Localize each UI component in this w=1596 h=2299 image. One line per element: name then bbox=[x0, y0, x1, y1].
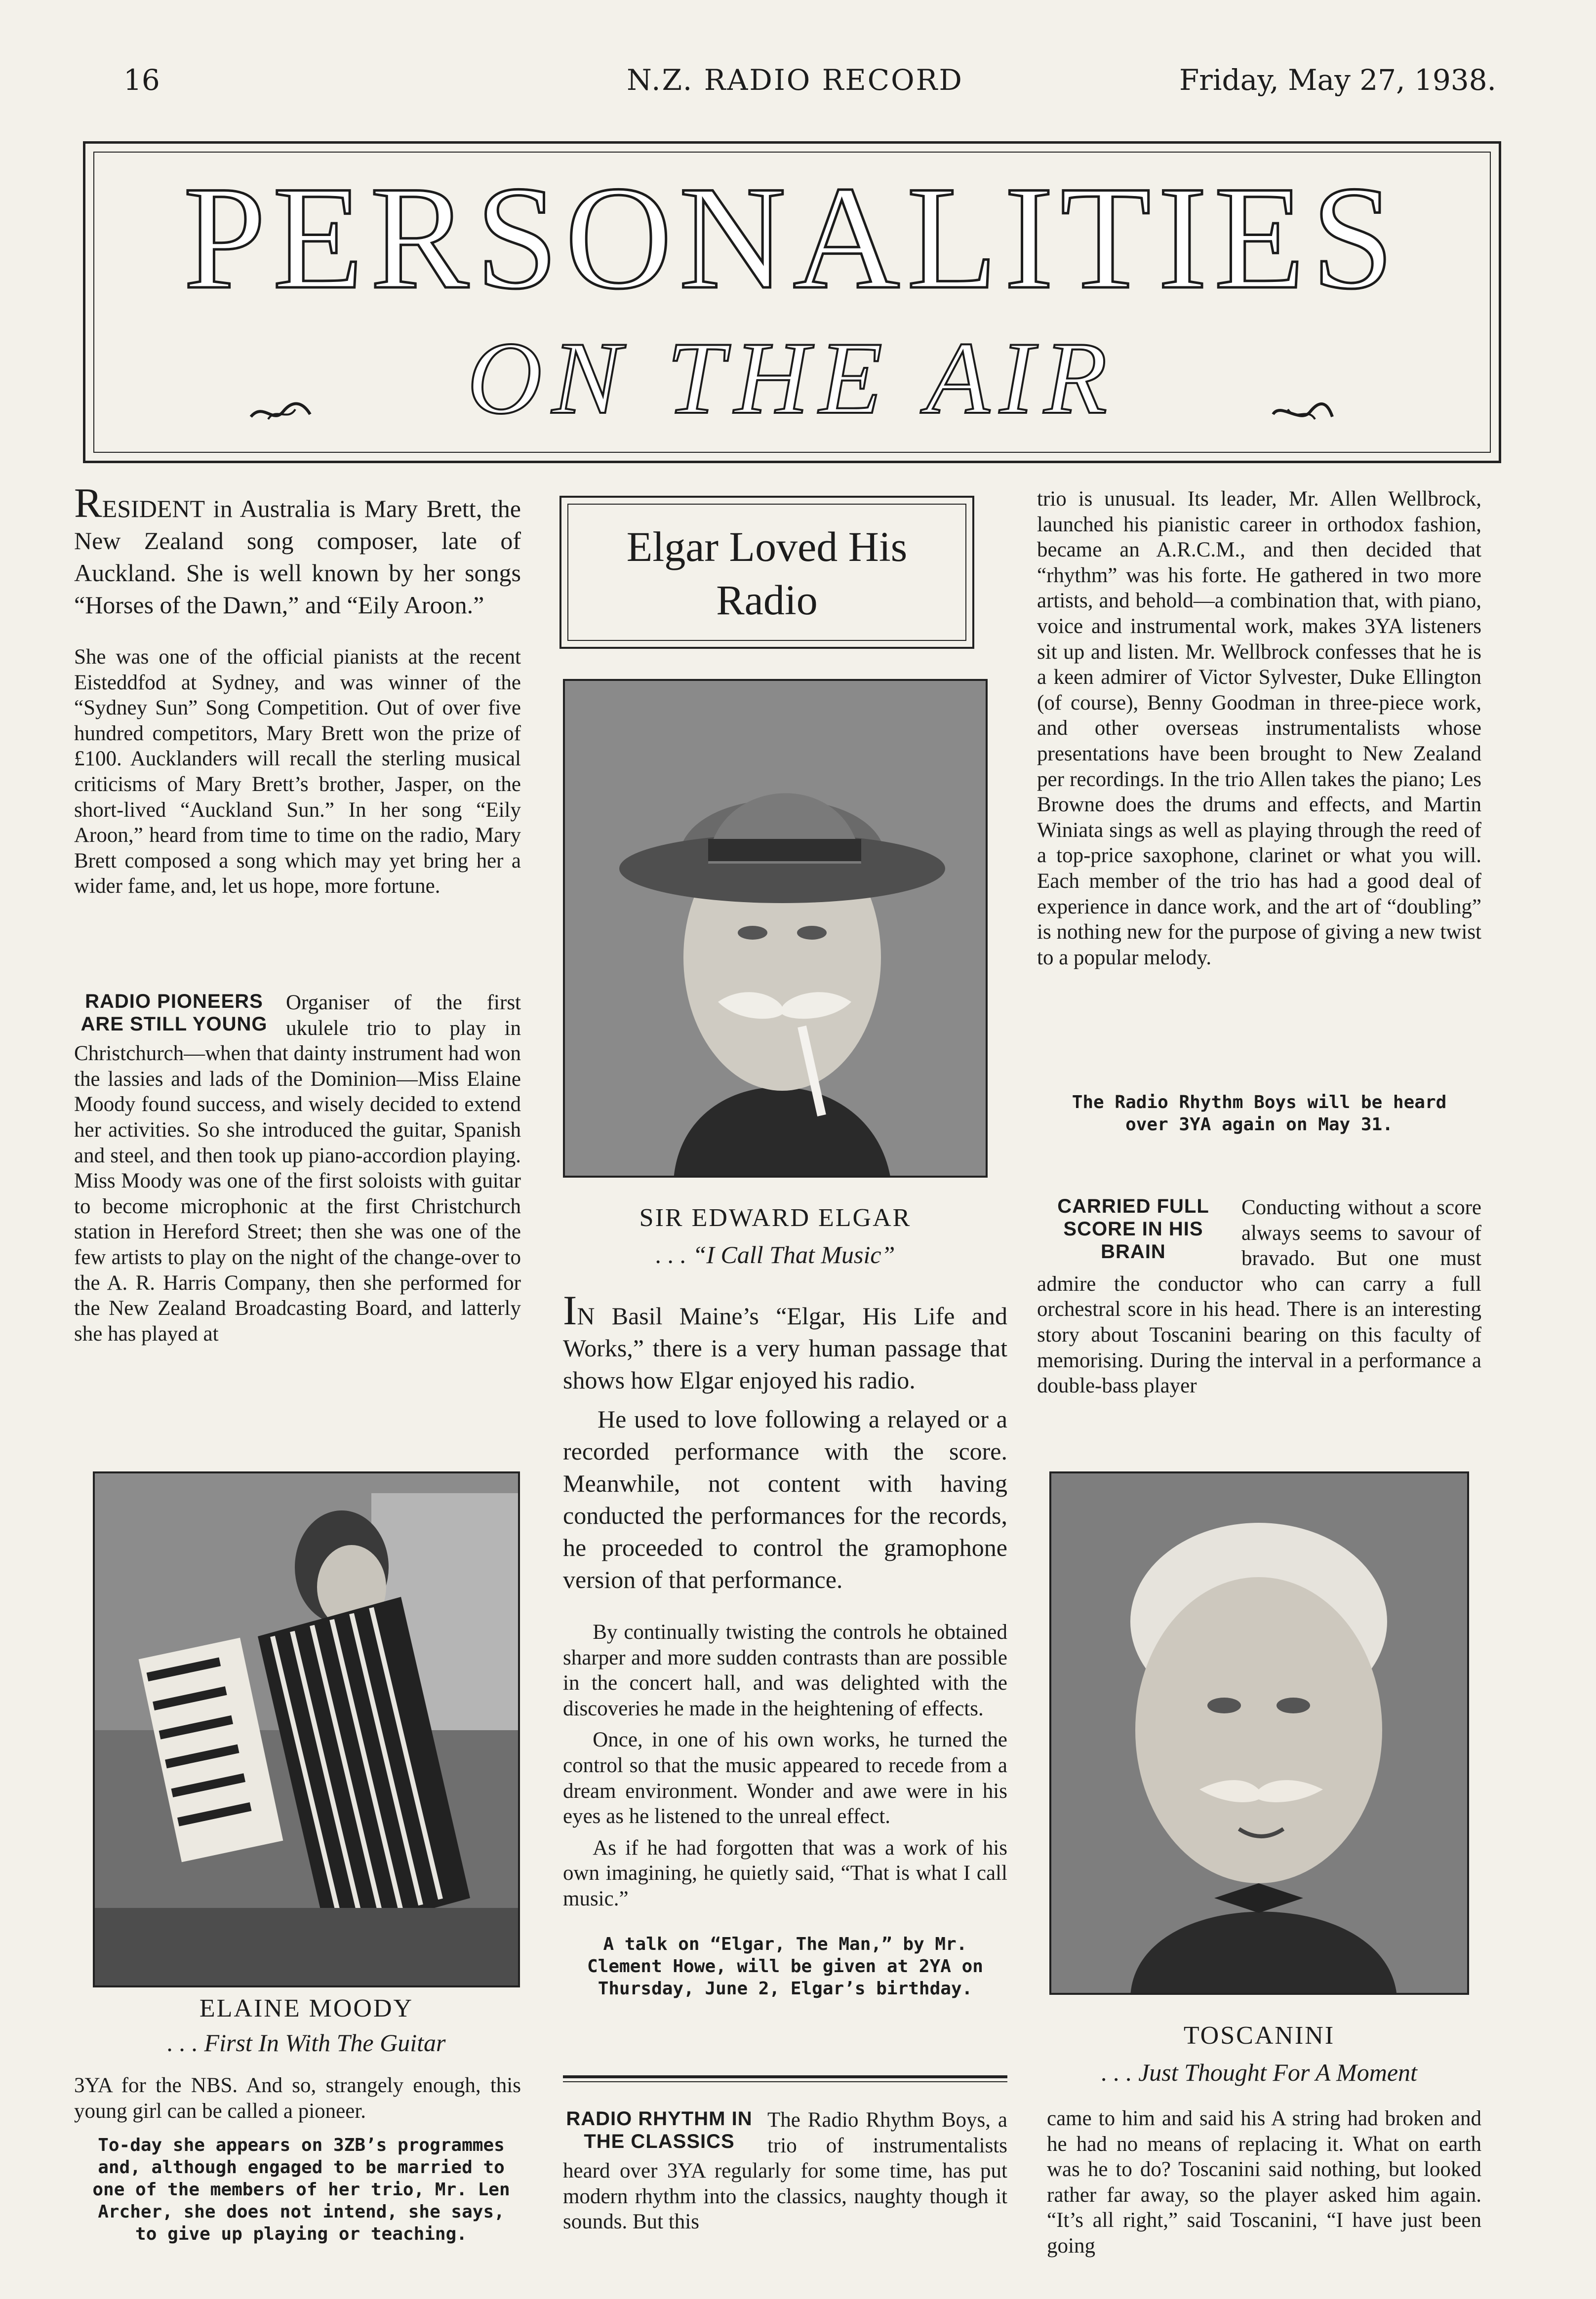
elgar-paragraph-4: Once, in one of his own works, he turned the control so that the music appeared to recede from a dream environment. Wonder and awe were in his eyes as he listened to the unreal effect. bbox=[563, 1728, 1007, 1828]
section-divider-thin bbox=[563, 2081, 1007, 2082]
mary-brett-body bbox=[74, 644, 521, 899]
masthead-subtitle: ON THE AIR bbox=[467, 321, 1117, 436]
radio-rhythm-continued-text: trio is unusual. Its leader, Mr. Allen Wellbrock, launched his pianistic career in orthodox fashion, became an A.R.C.M., and then decided that “rhythm” was his forte. He gathered in two more artists, and behold—a combination that, with piano, voice and instrumental work, makes 3YA listeners sit up and listen. Mr. Wellbrock confesses that he is a keen admirer of Victor Sylvester, Duke Ellington (of course), Benny Goodman in three-piece work, and other overseas instrumentalists whose presentations have been brought to New Zealand per recordings. In the trio Allen takes the piano; Les Browne does the drums and effects, and Martin Winiata sings as well as playing through the reed of a top-price saxophone, clarinet or what you will. Each member of the trio has had a good deal of experience in dance work, and the art of “doubling” is nothing new for the purpose of giving a new twist to a popular melody. bbox=[1037, 487, 1481, 969]
elaine-moody-note: To-day she appears on 3ZB’s programmes and, although engaged to be married to one of the members of her trio, Mr. Len Archer, she does not intend, she says, to give up playing or teaching. bbox=[92, 2135, 510, 2244]
carried-score-heading: CARRIED FULL SCORE IN HIS BRAIN bbox=[1057, 1195, 1209, 1263]
carried-score-article bbox=[1037, 1195, 1481, 1399]
elgar-article-body bbox=[563, 1620, 1007, 1912]
dropcap-i: I bbox=[563, 1287, 577, 1334]
carried-score-text: Conducting without a score always seems to savour of bravado. But one must admire the conductor who can carry a full orchestral score in his head. There is an interesting story about Toscanini bearing on this faculty of memorising. During the interval in a performance a double-bass player bbox=[1037, 1196, 1481, 1398]
elgar-portrait-illustration bbox=[565, 681, 988, 1178]
elgar-talk-note: A talk on “Elgar, The Man,” by Mr. Clement Howe, will be given at 2YA on Thursday, June 2, Elgar’s birthday. bbox=[587, 1934, 983, 1999]
radio-pioneers-heading: RADIO PIONEERS ARE STILL YOUNG bbox=[80, 991, 268, 1035]
radio-rhythm-note: The Radio Rhythm Boys will be heard over 3YA again on May 31. bbox=[1072, 1092, 1447, 1135]
elgar-paragraph-1: N Basil Maine’s “Elgar, His Life and Works,” there is a very human passage that shows how Elgar enjoyed his radio. bbox=[563, 1302, 1007, 1394]
masthead bbox=[83, 141, 1501, 463]
elgar-title-box bbox=[559, 496, 974, 649]
elgar-caption-name: SIR EDWARD ELGAR bbox=[639, 1204, 912, 1232]
toscanini-photo bbox=[1049, 1471, 1469, 1995]
carried-score-continuation bbox=[1047, 2106, 1481, 2259]
masthead-title: PERSONALITIES bbox=[183, 156, 1401, 319]
carried-score-continued-text: came to him and said his A string had broken and he had no means of replacing it. What on earth was he to do? Toscanini said nothing, but looked rather far away, so the player asked him again. “It’s all right,” said Toscanini, “I have just been going bbox=[1047, 2107, 1481, 2258]
toscanini-portrait-illustration bbox=[1051, 1473, 1469, 1995]
page-number: 16 bbox=[123, 63, 160, 97]
radio-rhythm-text: The Radio Rhythm Boys, a trio of instrumentalists heard over 3YA regularly for some time, has put modern rhythm into the classics, naughty though it sounds. But this bbox=[563, 2108, 1007, 2234]
accordion-illustration bbox=[95, 1473, 520, 1987]
elgar-paragraph-2: He used to love following a relayed or a recorded performance with the score. Meanwhile, not content with having conducted the performances for the records, he proceeded to control the gramophone version of that performance. bbox=[563, 1405, 1007, 1593]
toscanini-caption-name: TOSCANINI bbox=[1183, 2022, 1335, 2050]
radio-pioneers-continuation bbox=[74, 2073, 521, 2124]
elgar-article-lead bbox=[563, 1287, 1007, 1596]
mary-brett-paragraph: She was one of the official pianists at the recent Eisteddfod at Sydney, and was winner of the “Sydney Sun” Song Competition. Out of over five hundred competitors, Mary Brett won the prize of £100. Aucklanders will recall the sterling musical criticisms of Mary Brett’s brother, Jasper, on the short-lived “Auckland Sun.” In her song “Eily Aroon,” heard from time to time on the radio, Mary Brett composed a song which may yet bring her a wider fame, and, let us hope, more fortune. bbox=[74, 645, 521, 898]
mary-brett-lead: ESIDENT in Australia is Mary Brett, the New Zealand song composer, late of Auckland. She is well known by her songs “Horses of the Dawn,” and “Eily Aroon.” bbox=[74, 495, 521, 619]
radio-pioneers-continued-text: 3YA for the NBS. And so, strangely enough, this young girl can be called a pioneer. bbox=[74, 2074, 521, 2123]
edward-elgar-photo bbox=[563, 679, 988, 1178]
elaine-moody-caption-sub: . . . First In With The Guitar bbox=[167, 2029, 446, 2057]
radio-pioneers-article bbox=[74, 990, 521, 1347]
issue-date: Friday, May 27, 1938. bbox=[1179, 63, 1496, 97]
elgar-paragraph-5: As if he had forgotten that was a work of his own imagining, he quietly said, “That is what I call music.” bbox=[563, 1836, 1007, 1910]
elgar-paragraph-3: By continually twisting the controls he obtained sharper and more sudden contrasts than are possible in the concert hall, and was delighted with the discoveries he made in the heightening of effects. bbox=[563, 1621, 1007, 1720]
mary-brett-article bbox=[74, 480, 521, 621]
toscanini-caption-sub: . . . Just Thought For A Moment bbox=[1101, 2059, 1417, 2086]
radio-pioneers-text: Organiser of the first ukulele trio to play in Christchurch—when that dainty instrument had won the lassies and lads of the Dominion—Miss Elaine Moody found success, and wisely decided to extend her activities. So she introduced the guitar, Spanish and steel, and then took up piano-accordion playing. Miss Moody was one of the first soloists with guitar to become microphonic at the first Christchurch station in Hereford Street; then she was one of the few artists to play on the night of the change-over to the A. R. Harris Company, then she performed for the New Zealand Broadcasting Board, and latterly she has played at bbox=[74, 991, 521, 1346]
elaine-moody-photo bbox=[93, 1471, 520, 1987]
publication-name: N.Z. RADIO RECORD bbox=[627, 63, 963, 97]
elgar-title: Elgar Loved His Radio bbox=[626, 523, 908, 624]
radio-rhythm-continuation bbox=[1037, 486, 1481, 970]
elaine-moody-caption-name: ELAINE MOODY bbox=[199, 1994, 414, 2022]
radio-rhythm-article bbox=[563, 2107, 1007, 2235]
dropcap-r: R bbox=[74, 480, 102, 526]
elgar-caption-sub: . . . “I Call That Music” bbox=[655, 1241, 895, 1268]
flourish-right-icon bbox=[1271, 386, 1335, 437]
radio-rhythm-heading: RADIO RHYTHM IN THE CLASSICS bbox=[566, 2108, 753, 2152]
section-divider bbox=[563, 2075, 1007, 2078]
